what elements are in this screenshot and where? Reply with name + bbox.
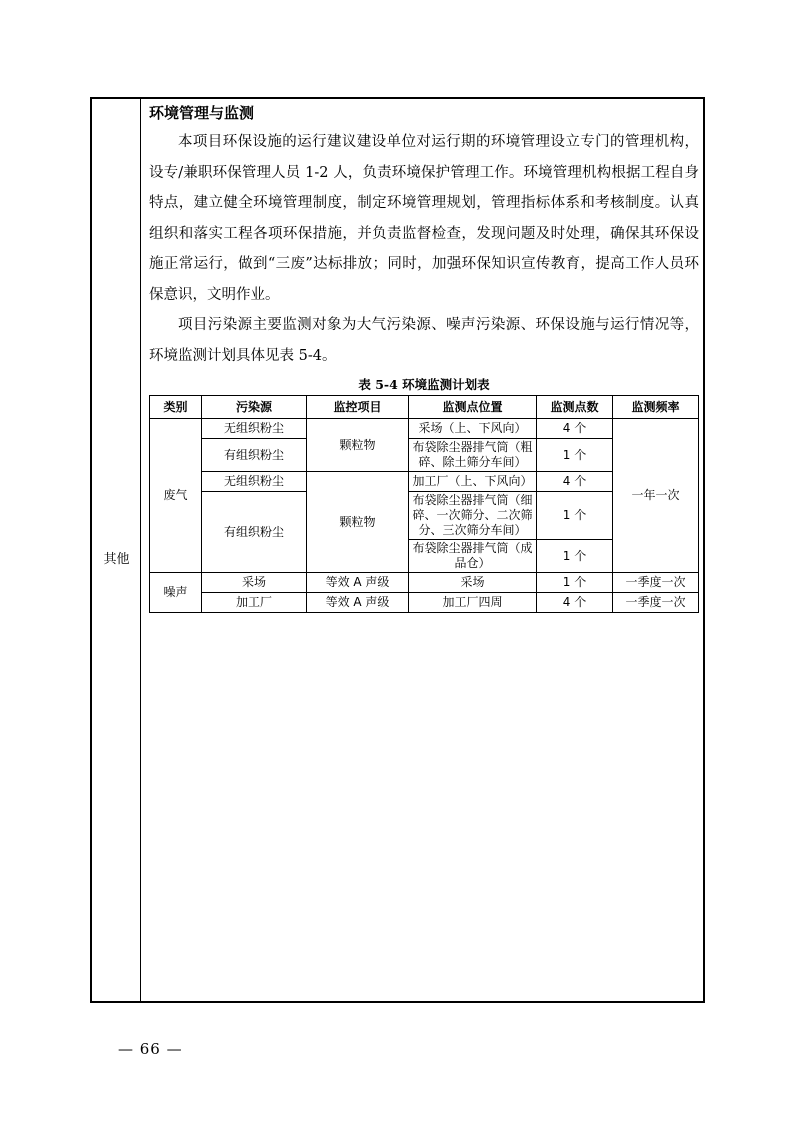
header-count: 监测点数 <box>537 396 613 419</box>
header-frequency: 监测频率 <box>613 396 699 419</box>
table-header-row <box>150 396 699 419</box>
category-cell: 噪声 <box>150 573 202 613</box>
count-cell: 1 个 <box>537 492 613 540</box>
source-cell: 有组织粉尘 <box>202 492 307 573</box>
report-frame <box>90 97 705 1003</box>
monitoring-plan-table <box>149 395 699 613</box>
table-row <box>150 573 699 593</box>
item-cell: 颗粒物 <box>307 419 409 472</box>
count-cell: 1 个 <box>537 573 613 593</box>
header-item: 监控项目 <box>307 396 409 419</box>
table-caption: 表 5-4 环境监测计划表 <box>358 377 490 392</box>
location-cell: 布袋除尘器排气筒（粗碎、除土筛分车间） <box>409 439 537 472</box>
count-cell: 4 个 <box>537 593 613 613</box>
table-row <box>150 593 699 613</box>
side-label: 其他 <box>103 552 130 567</box>
header-category: 类别 <box>150 396 202 419</box>
page-number: — 66 — <box>118 1040 183 1058</box>
item-cell: 等效 A 声级 <box>307 593 409 613</box>
paragraph-management: 本项目环保设施的运行建议建设单位对运行期的环境管理设立专门的管理机构，设专/兼职环保管理人员 1-2 人，负责环境保护管理工作。环境管理机构根据工程自身特点，建立健全环境管理制度，制定环境管理规划，管理指标体系和考核制度。认真组织和落实工程各项环保措施，并负责监督检查，发现问题及时处理，确保其环保设施正常运行，做到“三废”达标排放；同时，加强环保知识宣传教育，提高工作人员环保意识，文明作业。 <box>149 134 699 303</box>
location-cell: 布袋除尘器排气筒（细碎、一次筛分、二次筛分、三次筛分车间） <box>409 492 537 540</box>
source-cell: 采场 <box>202 573 307 593</box>
table-row <box>150 419 699 439</box>
header-source: 污染源 <box>202 396 307 419</box>
item-cell: 等效 A 声级 <box>307 573 409 593</box>
location-cell: 布袋除尘器排气筒（成品仓） <box>409 540 537 573</box>
paragraph-monitoring: 项目污染源主要监测对象为大气污染源、噪声污染源、环保设施与运行情况等，环境监测计划具体见表 5-4。 <box>149 317 699 364</box>
frequency-cell: 一季度一次 <box>613 573 699 593</box>
location-cell: 采场 <box>409 573 537 593</box>
count-cell: 1 个 <box>537 439 613 472</box>
category-cell: 废气 <box>150 419 202 573</box>
count-cell: 4 个 <box>537 419 613 439</box>
main-content <box>149 103 699 613</box>
section-title: 环境管理与监测 <box>149 104 255 122</box>
header-location: 监测点位置 <box>409 396 537 419</box>
item-cell: 颗粒物 <box>307 472 409 573</box>
frequency-cell: 一年一次 <box>613 419 699 573</box>
source-cell: 无组织粉尘 <box>202 419 307 439</box>
location-cell: 采场（上、下风向） <box>409 419 537 439</box>
count-cell: 1 个 <box>537 540 613 573</box>
side-column <box>92 99 141 1001</box>
location-cell: 加工厂四周 <box>409 593 537 613</box>
location-cell: 加工厂（上、下风向） <box>409 472 537 492</box>
frequency-cell: 一季度一次 <box>613 593 699 613</box>
source-cell: 有组织粉尘 <box>202 439 307 472</box>
source-cell: 加工厂 <box>202 593 307 613</box>
source-cell: 无组织粉尘 <box>202 472 307 492</box>
count-cell: 4 个 <box>537 472 613 492</box>
